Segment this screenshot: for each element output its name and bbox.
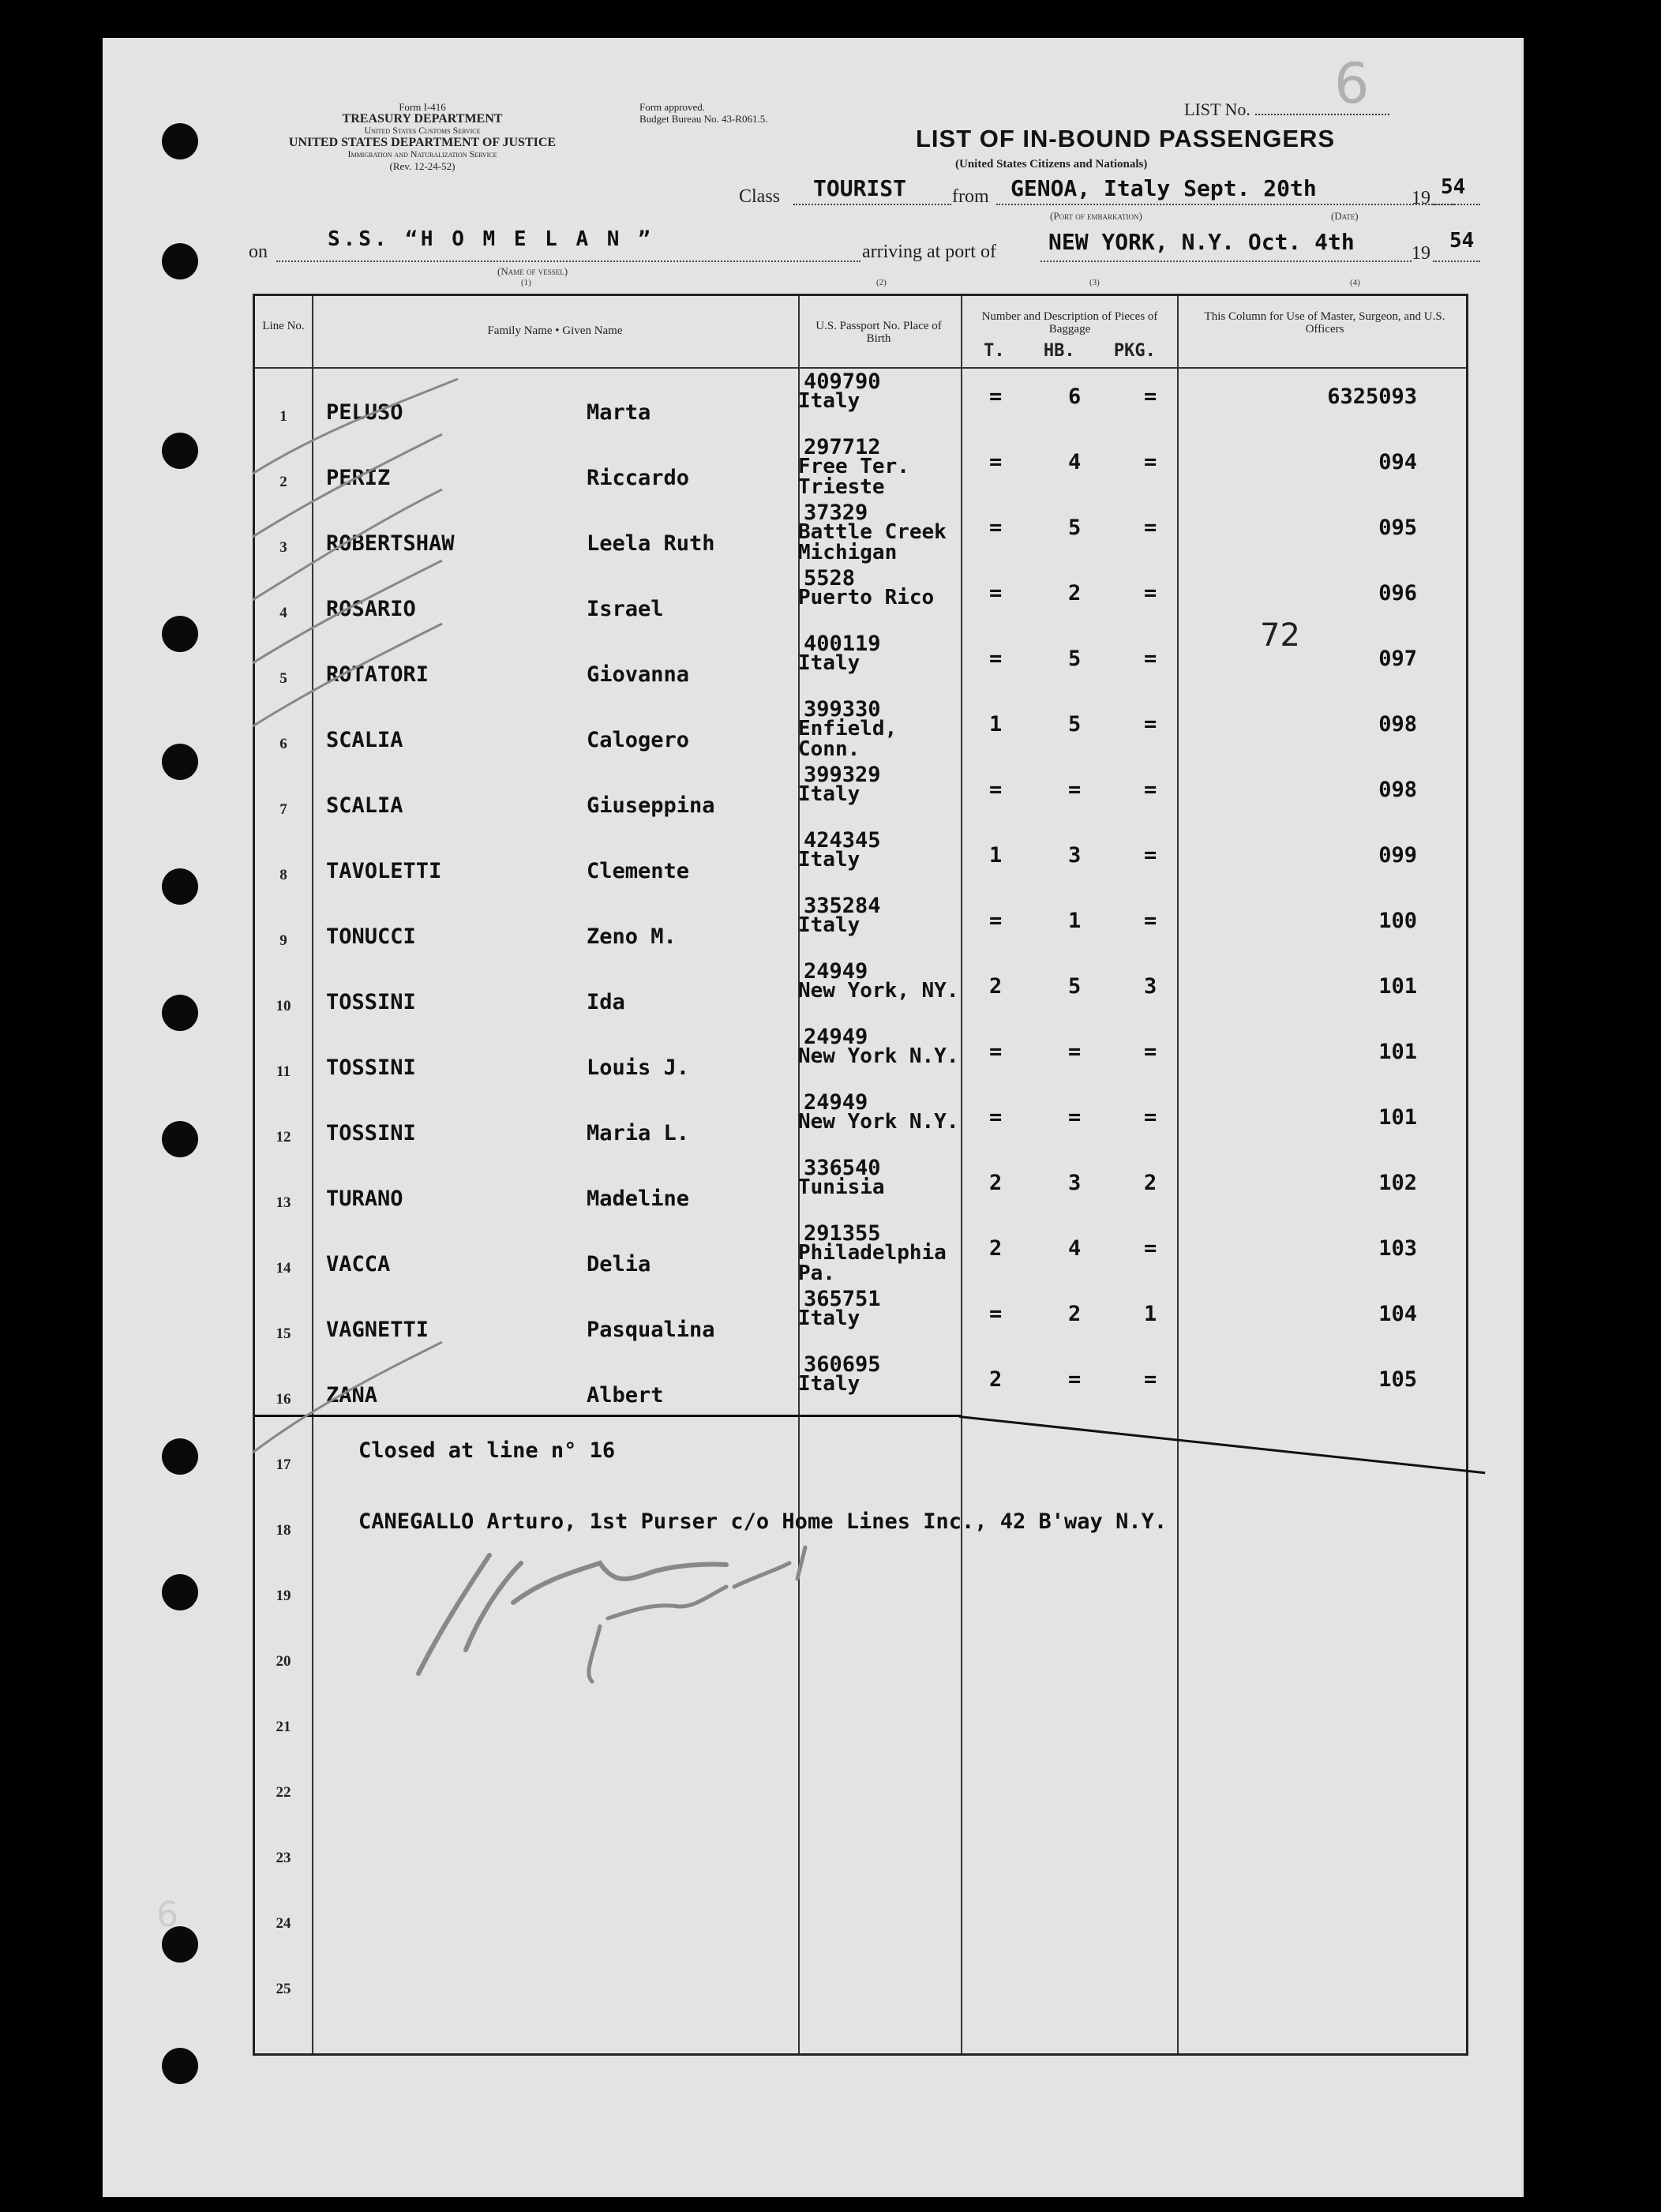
given-name: Riccardo — [587, 466, 690, 490]
place-of-birth: Italy — [798, 913, 860, 937]
line-number: 10 — [276, 998, 291, 1014]
year-value-1: 54 — [1441, 175, 1466, 199]
class-value: TOURIST — [813, 175, 907, 201]
binder-hole — [162, 616, 198, 652]
passport-number: 409790 — [804, 369, 881, 394]
baggage-trunks: = — [989, 581, 1003, 605]
check-marks — [237, 363, 474, 1468]
arriving-value: NEW YORK, N.Y. Oct. 4th — [1048, 229, 1355, 255]
family-name: VACCA — [326, 1252, 391, 1277]
place-of-birth: Philadelphia Pa. — [798, 1241, 947, 1285]
customs-service: United States Customs Service — [364, 125, 481, 136]
given-name: Zeno M. — [587, 924, 677, 949]
passport-number: 400119 — [804, 632, 881, 656]
passport-number: 24949 — [804, 1090, 868, 1115]
col-ref-3: (3) — [1089, 278, 1100, 287]
family-name: ROSARIO — [326, 597, 416, 621]
page-title: LIST OF IN-BOUND PASSENGERS — [916, 125, 1336, 152]
baggage-handbags: 4 — [1068, 1236, 1082, 1261]
baggage-packages: = — [1144, 1040, 1157, 1064]
line-number: 13 — [276, 1194, 291, 1211]
line-number: 11 — [276, 1063, 291, 1080]
baggage-trunks: 2 — [989, 974, 1003, 999]
baggage-handbags: = — [1068, 1105, 1082, 1130]
line-number: 20 — [276, 1653, 291, 1670]
vessel-name: S.S. “H O M E L A N ” — [328, 227, 654, 251]
officer-code: 102 — [1378, 1171, 1417, 1195]
binder-hole — [162, 868, 198, 905]
binder-hole — [162, 744, 198, 780]
col-header-line: Line No. — [262, 320, 305, 332]
on-label: on — [249, 242, 268, 262]
baggage-trunks: = — [989, 1105, 1003, 1130]
binder-hole — [162, 1121, 198, 1157]
line-number: 1 — [279, 408, 287, 425]
line-number: 3 — [279, 539, 287, 556]
year-prefix: 19 — [1412, 188, 1430, 208]
col-header-passport: U.S. Passport No. Place of Birth — [816, 320, 942, 345]
line-number: 22 — [276, 1784, 291, 1801]
date-caption: (Date) — [1331, 210, 1359, 222]
arriving-label: arriving at port of — [862, 242, 996, 262]
officer-code: 101 — [1378, 1105, 1417, 1130]
given-name: Giuseppina — [587, 793, 715, 818]
officer-code: 098 — [1378, 778, 1417, 802]
binder-hole — [162, 433, 198, 469]
form-header — [245, 101, 600, 172]
family-name: PELUSO — [326, 400, 403, 425]
class-label: Class — [739, 186, 781, 207]
baggage-handbags: 2 — [1068, 581, 1082, 605]
passport-number: 399330 — [804, 697, 881, 722]
baggage-packages: = — [1144, 581, 1157, 605]
passport-number: 291355 — [804, 1221, 881, 1246]
line-number: 17 — [276, 1457, 291, 1473]
form-approval — [639, 101, 767, 125]
baggage-trunks: = — [989, 516, 1003, 540]
line-number: 25 — [276, 1981, 291, 1997]
officer-code: 096 — [1378, 581, 1417, 605]
passport-number: 335284 — [804, 894, 881, 918]
passport-number: 24949 — [804, 1025, 868, 1049]
baggage-handbags: = — [1068, 1367, 1082, 1392]
col-ref-4: (4) — [1350, 278, 1360, 287]
line-number: 19 — [276, 1588, 291, 1604]
col-ref-1: (1) — [521, 278, 531, 287]
family-name: ROBERTSHAW — [326, 531, 455, 556]
family-name: ROTATORI — [326, 662, 429, 687]
place-of-birth: Italy — [798, 651, 860, 675]
place-of-birth: Italy — [798, 389, 860, 413]
binder-hole — [162, 123, 198, 159]
baggage-handbags: 3 — [1068, 843, 1082, 868]
baggage-packages: = — [1144, 909, 1157, 933]
baggage-handbags: 3 — [1068, 1171, 1082, 1195]
passport-number: 24949 — [804, 959, 868, 984]
given-name: Israel — [587, 597, 664, 621]
place-of-birth: Battle Creek Michigan — [798, 520, 947, 564]
col-header-officers: This Column for Use of Master, Surgeon, and U.S. Officers — [1204, 310, 1445, 336]
form-number: Form I-416 — [399, 101, 446, 113]
passport-number: 297712 — [804, 435, 881, 459]
binder-hole — [162, 2048, 198, 2084]
baggage-handbags: 4 — [1068, 450, 1082, 474]
budget-bureau-text: Budget Bureau No. 43-R061.5. — [639, 113, 768, 125]
given-name: Clemente — [587, 859, 690, 883]
page-subtitle: (United States Citizens and Nationals) — [955, 158, 1148, 171]
place-of-birth: Enfield, Conn. — [798, 717, 898, 761]
line-number: 8 — [279, 867, 287, 883]
officer-code: 095 — [1378, 516, 1417, 540]
approved-text: Form approved. — [639, 101, 706, 113]
line-number: 4 — [279, 605, 287, 621]
baggage-handbags: = — [1068, 778, 1082, 802]
line-number: 21 — [276, 1719, 291, 1735]
family-name: TONUCCI — [326, 924, 416, 949]
place-of-birth: Free Ter. Trieste — [798, 455, 909, 499]
signature — [395, 1532, 900, 1705]
passport-number: 399329 — [804, 763, 881, 787]
year-prefix-2: 19 — [1412, 243, 1430, 264]
place-of-birth: Italy — [798, 782, 860, 806]
line-number: 9 — [279, 932, 287, 949]
place-of-birth: Italy — [798, 1307, 860, 1330]
baggage-packages: = — [1144, 843, 1157, 868]
baggage-trunks: = — [989, 384, 1003, 409]
given-name: Delia — [587, 1252, 651, 1277]
family-name: TOSSINI — [326, 1121, 416, 1145]
passport-number: 336540 — [804, 1156, 881, 1180]
officer-code: 097 — [1378, 647, 1417, 671]
line-number: 18 — [276, 1522, 291, 1539]
form-revision: (Rev. 12-24-52) — [389, 160, 456, 172]
baggage-handbags: 5 — [1068, 974, 1082, 999]
family-name: TOSSINI — [326, 990, 416, 1014]
baggage-handbags: 6 — [1068, 384, 1082, 409]
handwritten-margin-mark: 6 — [156, 1895, 178, 1935]
col-header-baggage: Number and Description of Pieces of Baggage — [981, 310, 1158, 336]
baggage-handbags: 1 — [1068, 909, 1082, 933]
year-value-2: 54 — [1449, 229, 1475, 253]
given-name: Leela Ruth — [587, 531, 715, 556]
page-mark: 6 — [1334, 51, 1370, 116]
family-name: PERIZ — [326, 466, 391, 490]
baggage-packages: = — [1144, 712, 1157, 737]
place-of-birth: Puerto Rico — [798, 586, 935, 609]
baggage-trunks: 2 — [989, 1367, 1003, 1392]
officer-code: 6325093 — [1327, 384, 1417, 409]
officer-code: 101 — [1378, 974, 1417, 999]
port-embarkation-caption: (Port of embarkation) — [1050, 210, 1142, 222]
place-of-birth: New York N.Y. — [798, 1110, 959, 1134]
col-ref-2: (2) — [876, 278, 887, 287]
baggage-handbags: 5 — [1068, 712, 1082, 737]
given-name: Pasqualina — [587, 1318, 715, 1342]
line-number: 5 — [279, 670, 287, 687]
given-name: Marta — [587, 400, 651, 425]
from-label: from — [952, 186, 989, 207]
place-of-birth: Tunisia — [798, 1175, 885, 1199]
baggage-trunks: 1 — [989, 712, 1003, 737]
ins-service: Immigration and Naturalization Service — [347, 148, 497, 159]
from-value: GENOA, Italy Sept. 20th — [1010, 175, 1317, 201]
closed-note: Closed at line n° 16 — [358, 1438, 616, 1463]
place-of-birth: Italy — [798, 848, 860, 872]
baggage-trunks: = — [989, 1040, 1003, 1064]
binder-hole — [162, 995, 198, 1031]
baggage-packages: = — [1144, 647, 1157, 671]
given-name: Maria L. — [587, 1121, 690, 1145]
baggage-trunks: 1 — [989, 843, 1003, 868]
baggage-handbags: 5 — [1068, 516, 1082, 540]
baggage-packages: 2 — [1144, 1171, 1157, 1195]
baggage-trunks: = — [989, 450, 1003, 474]
family-name: ZANA — [326, 1383, 378, 1408]
family-name: TOSSINI — [326, 1055, 416, 1080]
baggage-handbags: 5 — [1068, 647, 1082, 671]
line-number: 12 — [276, 1129, 291, 1145]
baggage-trunks: = — [989, 778, 1003, 802]
given-name: Albert — [587, 1383, 664, 1408]
purser-note: CANEGALLO Arturo, 1st Purser c/o Home Lines Inc., 42 B'way N.Y. — [358, 1509, 1168, 1534]
passport-number: 360695 — [804, 1352, 881, 1377]
given-name: Ida — [587, 990, 625, 1014]
passport-number: 424345 — [804, 828, 881, 853]
baggage-packages: 1 — [1144, 1302, 1157, 1326]
baggage-trunks: = — [989, 647, 1003, 671]
binder-hole — [162, 1574, 198, 1610]
vessel-caption: (Name of vessel) — [497, 265, 568, 277]
justice-dept: UNITED STATES DEPARTMENT OF JUSTICE — [288, 136, 557, 149]
baggage-handbags: 2 — [1068, 1302, 1082, 1326]
baggage-packages: = — [1144, 450, 1157, 474]
baggage-packages: = — [1144, 1367, 1157, 1392]
passport-number: 37329 — [804, 501, 868, 525]
officer-code: 105 — [1378, 1367, 1417, 1392]
officer-code: 103 — [1378, 1236, 1417, 1261]
given-name: Calogero — [587, 728, 690, 752]
given-name: Madeline — [587, 1187, 690, 1211]
family-name: TAVOLETTI — [326, 859, 442, 883]
baggage-packages: = — [1144, 516, 1157, 540]
family-name: VAGNETTI — [326, 1318, 429, 1342]
officer-code: 100 — [1378, 909, 1417, 933]
treasury-dept: TREASURY DEPARTMENT — [342, 112, 503, 126]
family-name: SCALIA — [326, 793, 403, 818]
line-number: 7 — [279, 801, 287, 818]
margin-note: 72 — [1260, 617, 1300, 654]
family-name: TURANO — [326, 1187, 403, 1211]
line-number: 24 — [276, 1915, 291, 1932]
baggage-packages: 3 — [1144, 974, 1157, 999]
passport-number: 365751 — [804, 1287, 881, 1311]
officer-code: 098 — [1378, 712, 1417, 737]
baggage-packages: = — [1144, 384, 1157, 409]
line-number: 15 — [276, 1325, 291, 1342]
line-number: 16 — [276, 1391, 291, 1408]
officer-code: 099 — [1378, 843, 1417, 868]
binder-hole — [162, 1438, 198, 1475]
line-number: 2 — [279, 474, 287, 490]
baggage-trunks: = — [989, 909, 1003, 933]
baggage-packages: = — [1144, 1236, 1157, 1261]
baggage-packages: = — [1144, 1105, 1157, 1130]
baggage-trunks: = — [989, 1302, 1003, 1326]
place-of-birth: New York, NY. — [798, 979, 959, 1003]
col-header-baggage-sub: T. HB. PKG. — [984, 341, 1156, 361]
baggage-trunks: 2 — [989, 1236, 1003, 1261]
baggage-packages: = — [1144, 778, 1157, 802]
binder-hole — [162, 243, 198, 279]
line-number: 14 — [276, 1260, 291, 1277]
line-number: 23 — [276, 1850, 291, 1866]
col-header-name: Family Name • Given Name — [487, 324, 623, 337]
line-number: 6 — [279, 736, 287, 752]
place-of-birth: Italy — [798, 1372, 860, 1396]
officer-code: 094 — [1378, 450, 1417, 474]
given-name: Giovanna — [587, 662, 690, 687]
baggage-handbags: = — [1068, 1040, 1082, 1064]
family-name: SCALIA — [326, 728, 403, 752]
passport-number: 5528 — [804, 566, 856, 590]
place-of-birth: New York N.Y. — [798, 1044, 959, 1068]
list-number-label: LIST No. — [1184, 99, 1250, 119]
officer-code: 104 — [1378, 1302, 1417, 1326]
given-name: Louis J. — [587, 1055, 690, 1080]
officer-code: 101 — [1378, 1040, 1417, 1064]
baggage-trunks: 2 — [989, 1171, 1003, 1195]
